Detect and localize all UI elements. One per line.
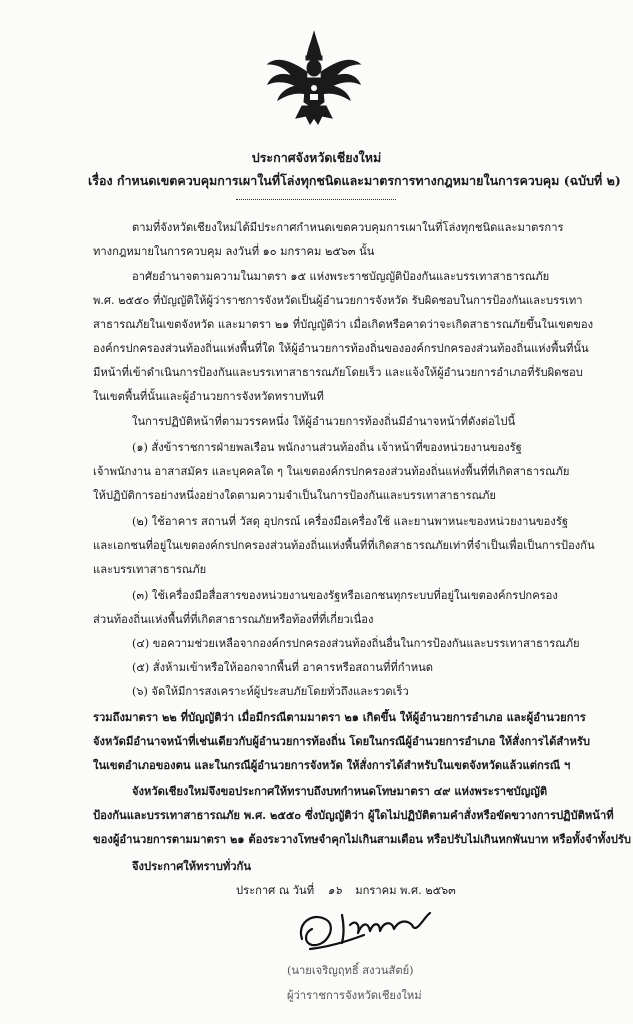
list-item-line: และเอกชนที่อยู่ในเขตองค์กรปกครองส่วนท้องถิ่นแห่งพื้นที่ที่เกิดสาธารณภัยเท่าที่จำเป็นเพื่อเป็นการป้องกัน	[93, 539, 595, 552]
title-divider	[236, 199, 396, 200]
paragraph-line: องค์กรปกครองส่วนท้องถิ่นแห่งพื้นที่ใด ให้ผู้อำนวยการท้องถิ่นขององค์กรปกครองส่วนท้องถิ่นแห่งพื้นที่นั้น	[93, 342, 589, 355]
signatory-name: (นายเจริญฤทธิ์ สงวนสัตย์)	[287, 964, 414, 977]
date-month-year: มกราคม พ.ศ. ๒๕๖๓	[355, 884, 456, 897]
announcement-title: ประกาศจังหวัดเชียงใหม่	[251, 150, 382, 165]
closing-line: จึงประกาศให้ทราบทั่วกัน	[132, 859, 251, 873]
date-prefix: ประกาศ ณ วันที่	[236, 884, 315, 897]
list-item-line: และบรรเทาสาธารณภัย	[93, 563, 207, 576]
list-item-line: (๓) ใช้เครื่องมือสื่อสารของหน่วยงานของรัฐหรือเอกชนทุกระบบที่อยู่ในเขตองค์กรปกครอง	[132, 589, 558, 602]
paragraph-line: จังหวัดเชียงใหม่จึงขอประกาศให้ทราบถึงบทกำหนดโทษมาตรา ๔๙ แห่งพระราชบัญญัติ	[132, 784, 548, 798]
announcement-subject: เรื่อง กำหนดเขตควบคุมการเผาในที่โล่งทุกชนิดและมาตรการทางกฎหมายในการควบคุม (ฉบับที่ ๒)	[88, 173, 621, 188]
list-item-line: (๑) สั่งข้าราชการฝ่ายพลเรือน พนักงานส่วนท้องถิ่น เจ้าหน้าที่ของหน่วยงานของรัฐ	[132, 441, 522, 454]
paragraph-line: ในเขตพื้นที่นั้นและผู้อำนวยการจังหวัดทราบทันที	[93, 390, 324, 403]
list-item-line: (๒) ใช้อาคาร สถานที่ วัสดุ อุปกรณ์ เครื่องมือเครื่องใช้ และยานพาหนะของหน่วยงานของรัฐ	[132, 515, 569, 528]
signatory-position: ผู้ว่าราชการจังหวัดเชียงใหม่	[287, 989, 422, 1002]
paragraph-line: มีหน้าที่เข้าดำเนินการป้องกันและบรรเทาสาธารณภัยโดยเร็ว และแจ้งให้ผู้อำนวยการอำเภอที่รับผิดชอบ	[93, 366, 583, 379]
paragraph-line: ทางกฎหมายในการควบคุม ลงวันที่ ๑๐ มกราคม ๒๕๖๓ นั้น	[93, 245, 375, 258]
paragraph-line: ในการปฏิบัติหน้าที่ตามวรรคหนึ่ง ให้ผู้อำนวยการท้องถิ่นมีอำนาจหน้าที่ดังต่อไปนี้	[132, 415, 516, 428]
paragraph-line: ของผู้อำนวยการตามมาตรา ๒๑ ต้องระวางโทษจำคุกไม่เกินสามเดือน หรือปรับไม่เกินหกพันบาท หรือทั้งจำทั้งปรับ	[93, 832, 631, 846]
handwritten-signature	[288, 895, 438, 965]
paragraph-line: ป้องกันและบรรเทาสาธารณภัย พ.ศ. ๒๕๕๐ ซึ่งบัญญัติว่า ผู้ใดไม่ปฏิบัติตามคำสั่งหรือขัดขวางการปฏิบัติหน้าที่	[93, 808, 614, 822]
garuda-emblem-icon	[262, 28, 366, 128]
list-item-line: ส่วนท้องถิ่นแห่งพื้นที่ที่เกิดสาธารณภัยหรือท้องที่ที่เกี่ยวเนื่อง	[93, 613, 374, 626]
paragraph-line: จังหวัดมีอำนาจหน้าที่เช่นเดียวกับผู้อำนวยการท้องถิ่น โดยในกรณีผู้อำนวยการอำเภอ ให้สั่งการได้สำหรับ	[93, 734, 591, 748]
paragraph-line: ตามที่จังหวัดเชียงใหม่ได้มีประกาศกำหนดเขตควบคุมการเผาในที่โล่งทุกชนิดและมาตรการ	[132, 221, 564, 234]
paragraph-line: พ.ศ. ๒๕๕๐ ที่บัญญัติให้ผู้ว่าราชการจังหวัดเป็นผู้อำนวยการจังหวัด รับผิดชอบในการป้องกันและบรรเทา	[93, 294, 583, 307]
paragraph-line: อาศัยอำนาจตามความในมาตรา ๑๕ แห่งพระราชบัญญัติป้องกันและบรรเทาสาธารณภัย	[132, 270, 550, 283]
list-item-line: เจ้าพนักงาน อาสาสมัคร และบุคคลใด ๆ ในเขตองค์กรปกครองส่วนท้องถิ่นแห่งพื้นที่ที่เกิดสาธารณภัย	[93, 465, 570, 478]
list-item-line: ให้ปฏิบัติการอย่างหนึ่งอย่างใดตามความจำเป็นในการป้องกันและบรรเทาสาธารณภัย	[93, 489, 496, 502]
list-item-line: (๖) จัดให้มีการสงเคราะห์ผู้ประสบภัยโดยทั่วถึงและรวดเร็ว	[132, 685, 409, 698]
paragraph-line: สาธารณภัยในเขตจังหวัด และมาตรา ๒๑ ที่บัญญัติว่า เมื่อเกิดหรือคาดว่าจะเกิดสาธารณภัยขึ้นในเขตของ	[93, 318, 594, 331]
date-day: ๑๖	[327, 884, 342, 897]
paragraph-line: รวมถึงมาตรา ๒๒ ที่บัญญัติว่า เมื่อมีกรณีตามมาตรา ๒๑ เกิดขึ้น ให้ผู้อำนวยการอำเภอ และผู้อำนวยการ	[93, 710, 586, 724]
list-item-line: (๔) ขอความช่วยเหลือจากองค์กรปกครองส่วนท้องถิ่นอื่นในการป้องกันและบรรเทาสาธารณภัย	[132, 637, 580, 650]
paragraph-line: ในเขตอำเภอของตน และในกรณีผู้อำนวยการจังหวัด ให้สั่งการได้สำหรับในเขตจังหวัดแล้วแต่กรณี ฯ	[93, 758, 571, 772]
list-item-line: (๕) สั่งห้ามเข้าหรือให้ออกจากพื้นที่ อาคารหรือสถานที่ที่กำหนด	[132, 661, 434, 674]
